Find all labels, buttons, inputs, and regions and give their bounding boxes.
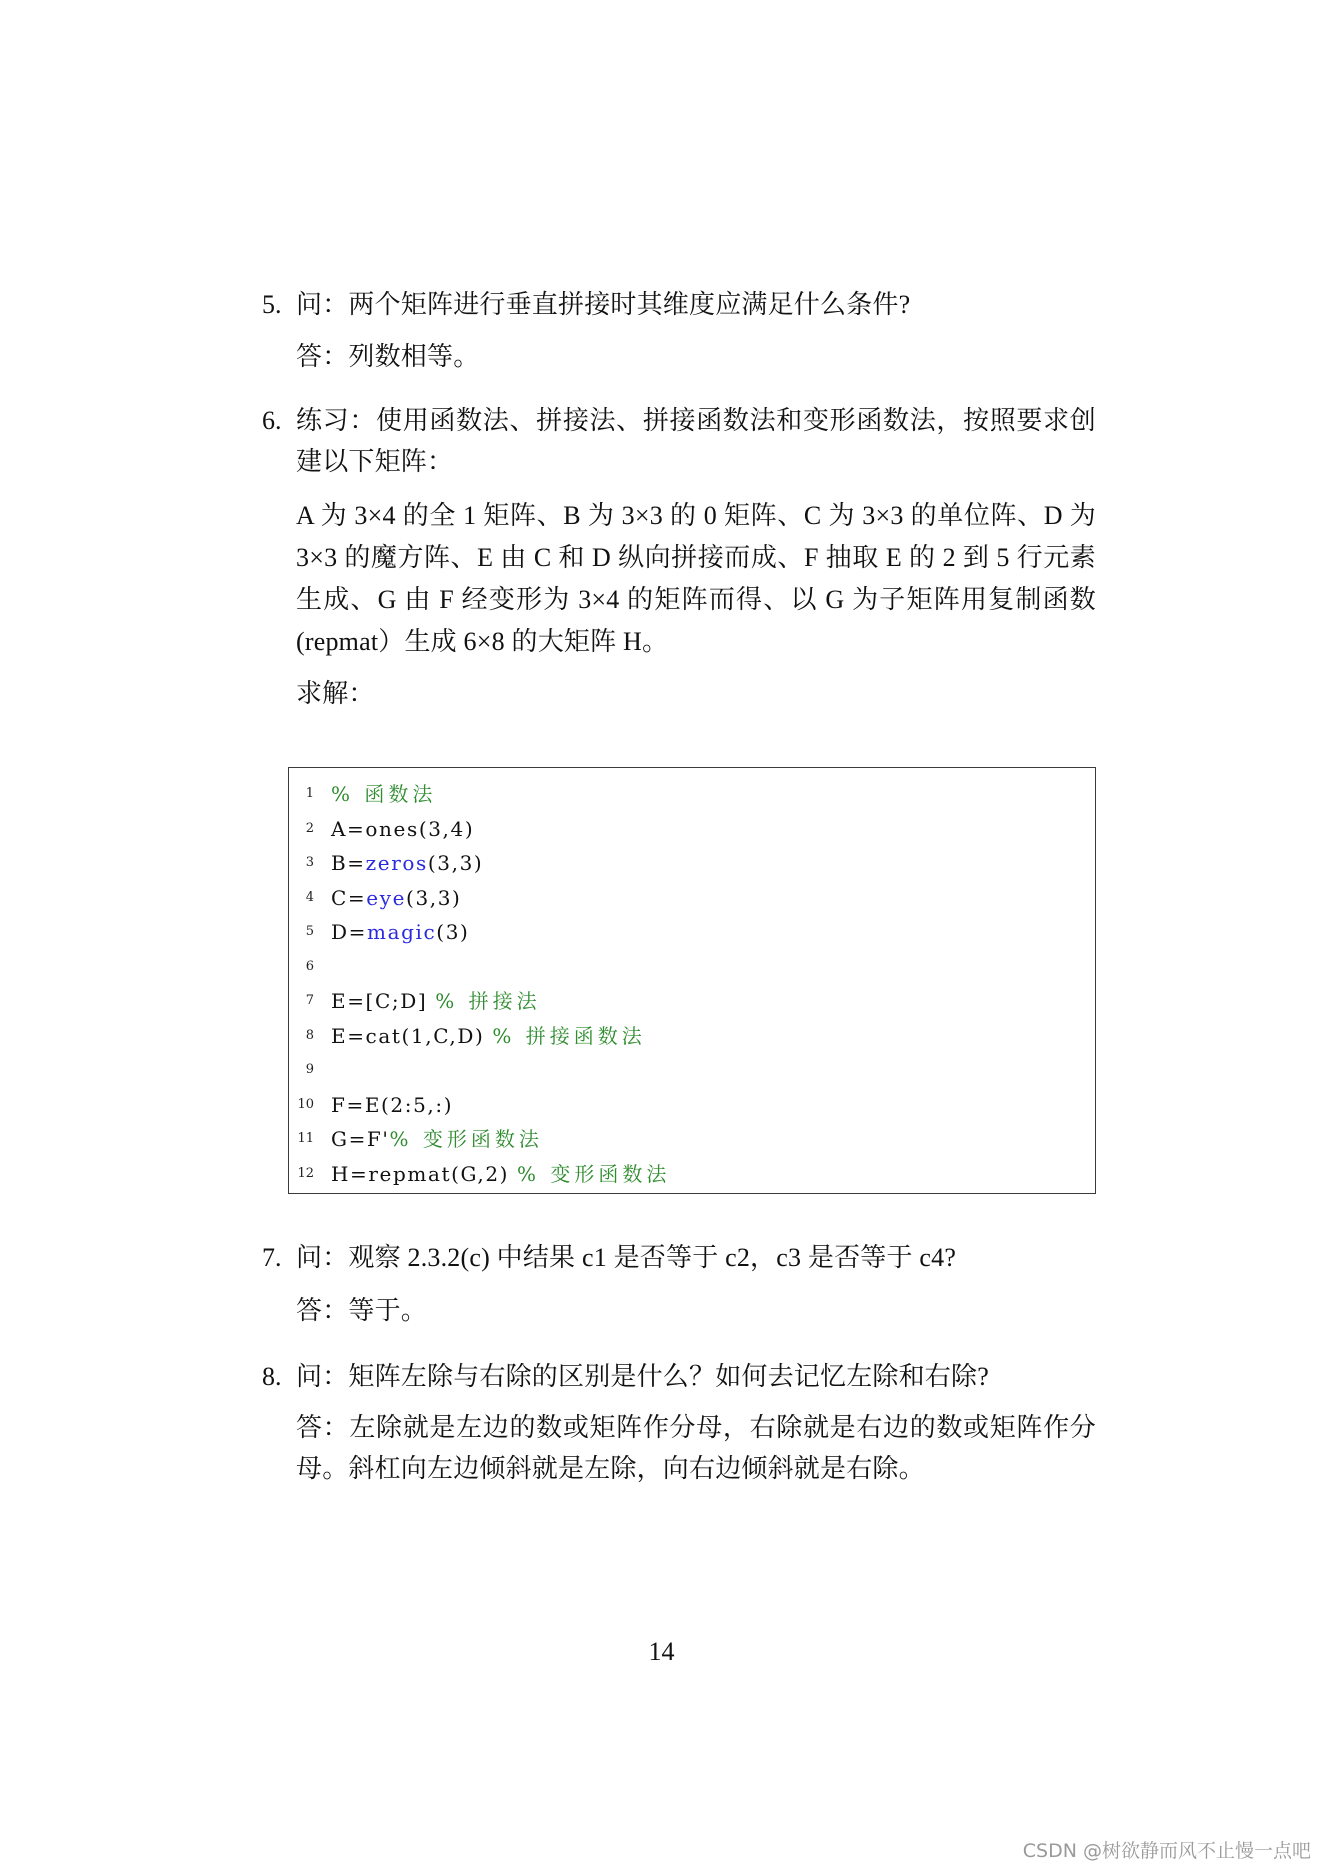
line-number: 6 [305, 958, 314, 974]
code-text [331, 1019, 646, 1053]
code-plain: B= [331, 851, 366, 875]
code-plain: A=ones(3,4) [331, 816, 475, 841]
code-text [331, 881, 461, 915]
code-comment: % 变形函数法 [517, 1161, 671, 1186]
item-8-answer-line-1: 答：左除就是左边的数或矩阵作分母，右除就是右边的数或矩阵作分 [296, 1413, 1096, 1442]
code-text [331, 984, 541, 1018]
code-line [289, 812, 1095, 846]
code-comment: % 变形函数法 [389, 1127, 543, 1151]
code-text [331, 846, 483, 880]
line-number: 12 [297, 1165, 314, 1181]
code-line [289, 1019, 1095, 1053]
code-keyword: magic [367, 920, 437, 944]
item-6-prompt-line-2: 建以下矩阵： [296, 447, 454, 476]
item-5-answer: 答：列数相等。 [296, 342, 480, 371]
code-plain: C= [331, 885, 367, 910]
code-plain: (3,3) [406, 885, 462, 910]
code-plain: E=[C;D] [331, 989, 436, 1013]
code-comment: % 拼接函数法 [492, 1023, 646, 1048]
code-comment: % 函数法 [331, 782, 437, 806]
item-6-description-line-3: 生成、G 由 F 经变形为 3×4 的矩阵而得、以 G 为子矩阵用复制函数 [296, 585, 1096, 614]
code-keyword: zeros [365, 851, 428, 875]
item-6-number: 6. [262, 406, 282, 435]
line-number: 11 [297, 1131, 314, 1146]
code-line [289, 1053, 1095, 1087]
code-line [289, 777, 1095, 811]
code-line [289, 1088, 1095, 1122]
item-5-question: 问：两个矩阵进行垂直拼接时其维度应满足什么条件? [296, 290, 911, 319]
code-listing [288, 767, 1096, 1194]
item-6-description-line-1: A 为 3×4 的全 1 矩阵、B 为 3×3 的 0 矩阵、C 为 3×3 的单位阵、D 为 [296, 501, 1096, 530]
code-plain: H=repmat(G,2) [331, 1161, 518, 1186]
item-7-answer: 答：等于。 [296, 1296, 428, 1325]
code-text [331, 812, 474, 846]
item-6-description-line-4: (repmat）生成 6×8 的大矩阵 H。 [296, 627, 669, 656]
line-number: 10 [297, 1096, 314, 1112]
item-7-question: 问：观察 2.3.2(c) 中结果 c1 是否等于 c2，c3 是否等于 c4? [296, 1243, 957, 1272]
code-plain: E=cat(1,C,D) [331, 1023, 493, 1048]
code-text [331, 777, 436, 811]
code-line [289, 846, 1095, 880]
item-8-question: 问：矩阵左除与右除的区别是什么？如何去记忆左除和右除? [296, 1362, 989, 1391]
page-number: 14 [648, 1637, 675, 1666]
code-plain: (3) [436, 920, 470, 944]
code-line [289, 915, 1095, 949]
line-number: 8 [305, 1027, 314, 1043]
code-line [289, 984, 1095, 1018]
code-plain: G=F' [331, 1127, 390, 1151]
line-number: 9 [305, 1062, 314, 1077]
code-keyword: eye [366, 885, 407, 910]
item-8-answer-line-2: 母。斜杠向左边倾斜就是左除，向右边倾斜就是右除。 [296, 1454, 925, 1483]
item-6-solve-label: 求解： [296, 679, 375, 708]
item-7-number: 7. [262, 1243, 282, 1272]
code-text [331, 1088, 453, 1122]
line-number: 4 [305, 889, 314, 905]
watermark: CSDN @树欲静而风不止慢一点吧 [1022, 1840, 1311, 1862]
line-number: 2 [305, 820, 314, 836]
code-line [289, 950, 1095, 984]
code-plain: F=E(2:5,:) [331, 1092, 454, 1117]
code-text [331, 915, 469, 949]
code-plain: D= [331, 920, 367, 944]
line-number: 7 [305, 993, 314, 1008]
code-line [289, 881, 1095, 915]
line-number: 1 [305, 786, 314, 801]
code-line [289, 1157, 1095, 1191]
code-text [331, 1157, 670, 1191]
code-plain: (3,3) [427, 851, 484, 875]
item-5-number: 5. [262, 290, 282, 319]
item-6-description-line-2: 3×3 的魔方阵、E 由 C 和 D 纵向拼接而成、F 抽取 E 的 2 到 5 行元素 [296, 543, 1096, 572]
code-line [289, 1122, 1095, 1156]
line-number: 5 [305, 924, 314, 939]
code-comment: % 拼接法 [435, 989, 541, 1013]
code-text [331, 1122, 543, 1156]
line-number: 3 [305, 855, 314, 870]
item-6-prompt-line-1: 练习：使用函数法、拼接法、拼接函数法和变形函数法，按照要求创 [296, 406, 1096, 435]
item-8-number: 8. [262, 1362, 282, 1391]
